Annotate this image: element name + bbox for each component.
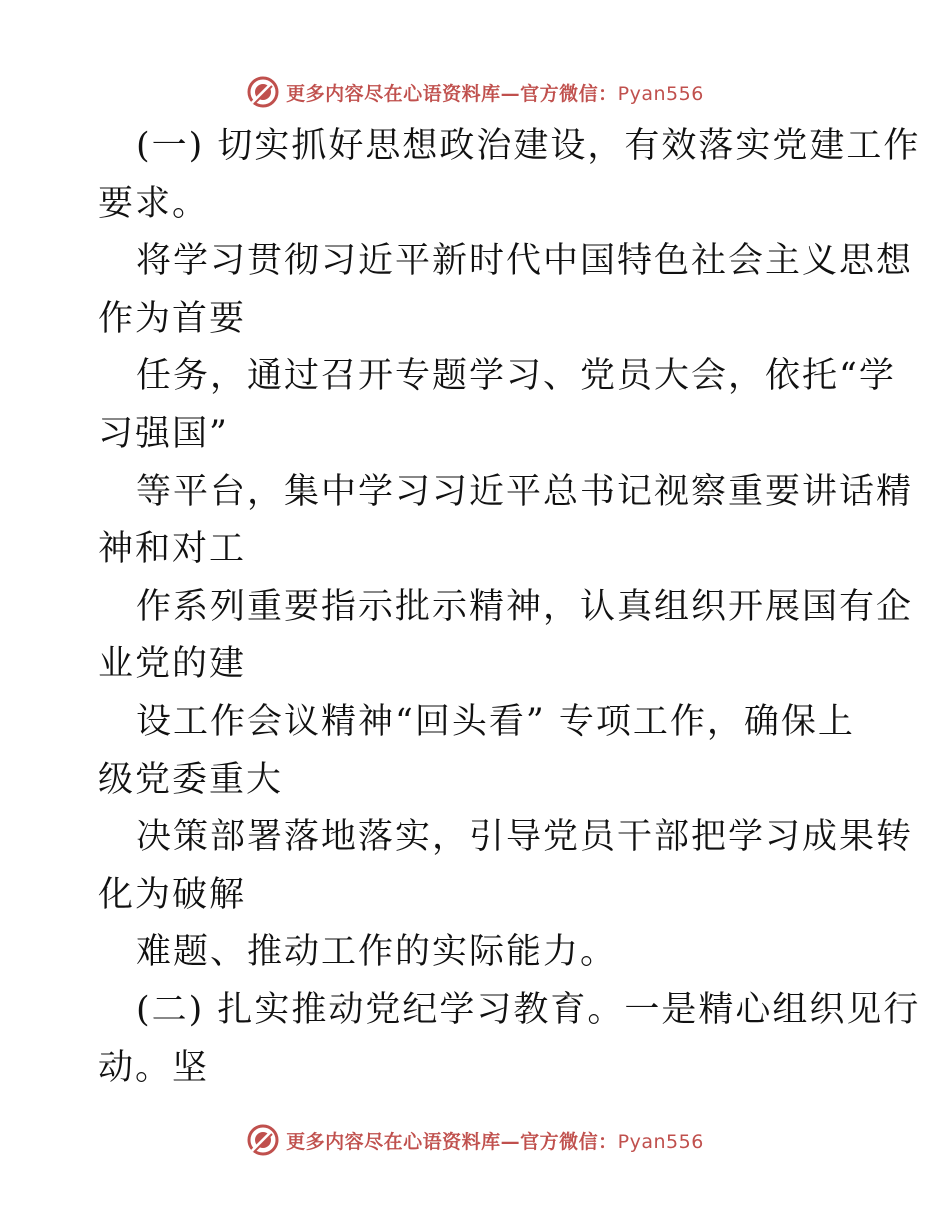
text-line: 设工作会议精神“回头看” 专项工作，确保上 xyxy=(136,701,855,742)
text-line: 要求。 xyxy=(98,183,210,224)
text-line: 神和对工 xyxy=(98,529,247,570)
pen-seal-icon xyxy=(246,1123,280,1157)
text-line: (二) 扎实推动党纪学习教育。一是精心组织见行 xyxy=(136,989,921,1030)
watermark-text: 更多内容尽在心语资料库—官方微信：Pyan556 xyxy=(286,82,704,105)
text-line: 将学习贯彻习近平新时代中国特色社会主义思想 xyxy=(136,241,914,282)
text-line: 决策部署落地落实，引导党员干部把学习成果转 xyxy=(136,817,914,858)
watermark-text: 更多内容尽在心语资料库—官方微信：Pyan556 xyxy=(286,1130,704,1153)
pen-seal-icon xyxy=(246,75,280,109)
text-line: 作为首要 xyxy=(98,298,247,339)
text-line: 难题、推动工作的实际能力。 xyxy=(136,932,618,973)
text-line: 动。坚 xyxy=(98,1047,210,1088)
text-line: 业党的建 xyxy=(98,644,247,685)
text-line: 作系列重要指示批示精神，认真组织开展国有企 xyxy=(136,586,914,627)
text-line: 习强国” xyxy=(98,413,229,454)
footer-watermark xyxy=(0,1120,950,1160)
header-watermark xyxy=(0,72,950,112)
text-line: 级党委重大 xyxy=(98,759,284,800)
text-line: (一) 切实抓好思想政治建设，有效落实党建工作 xyxy=(136,126,921,166)
text-line: 等平台，集中学习习近平总书记视察重要讲话精 xyxy=(136,471,914,512)
text-line: 任务，通过召开专题学习、党员大会，依托“学 xyxy=(136,356,896,397)
text-line: 化为破解 xyxy=(98,874,247,915)
document-body xyxy=(98,118,921,1097)
